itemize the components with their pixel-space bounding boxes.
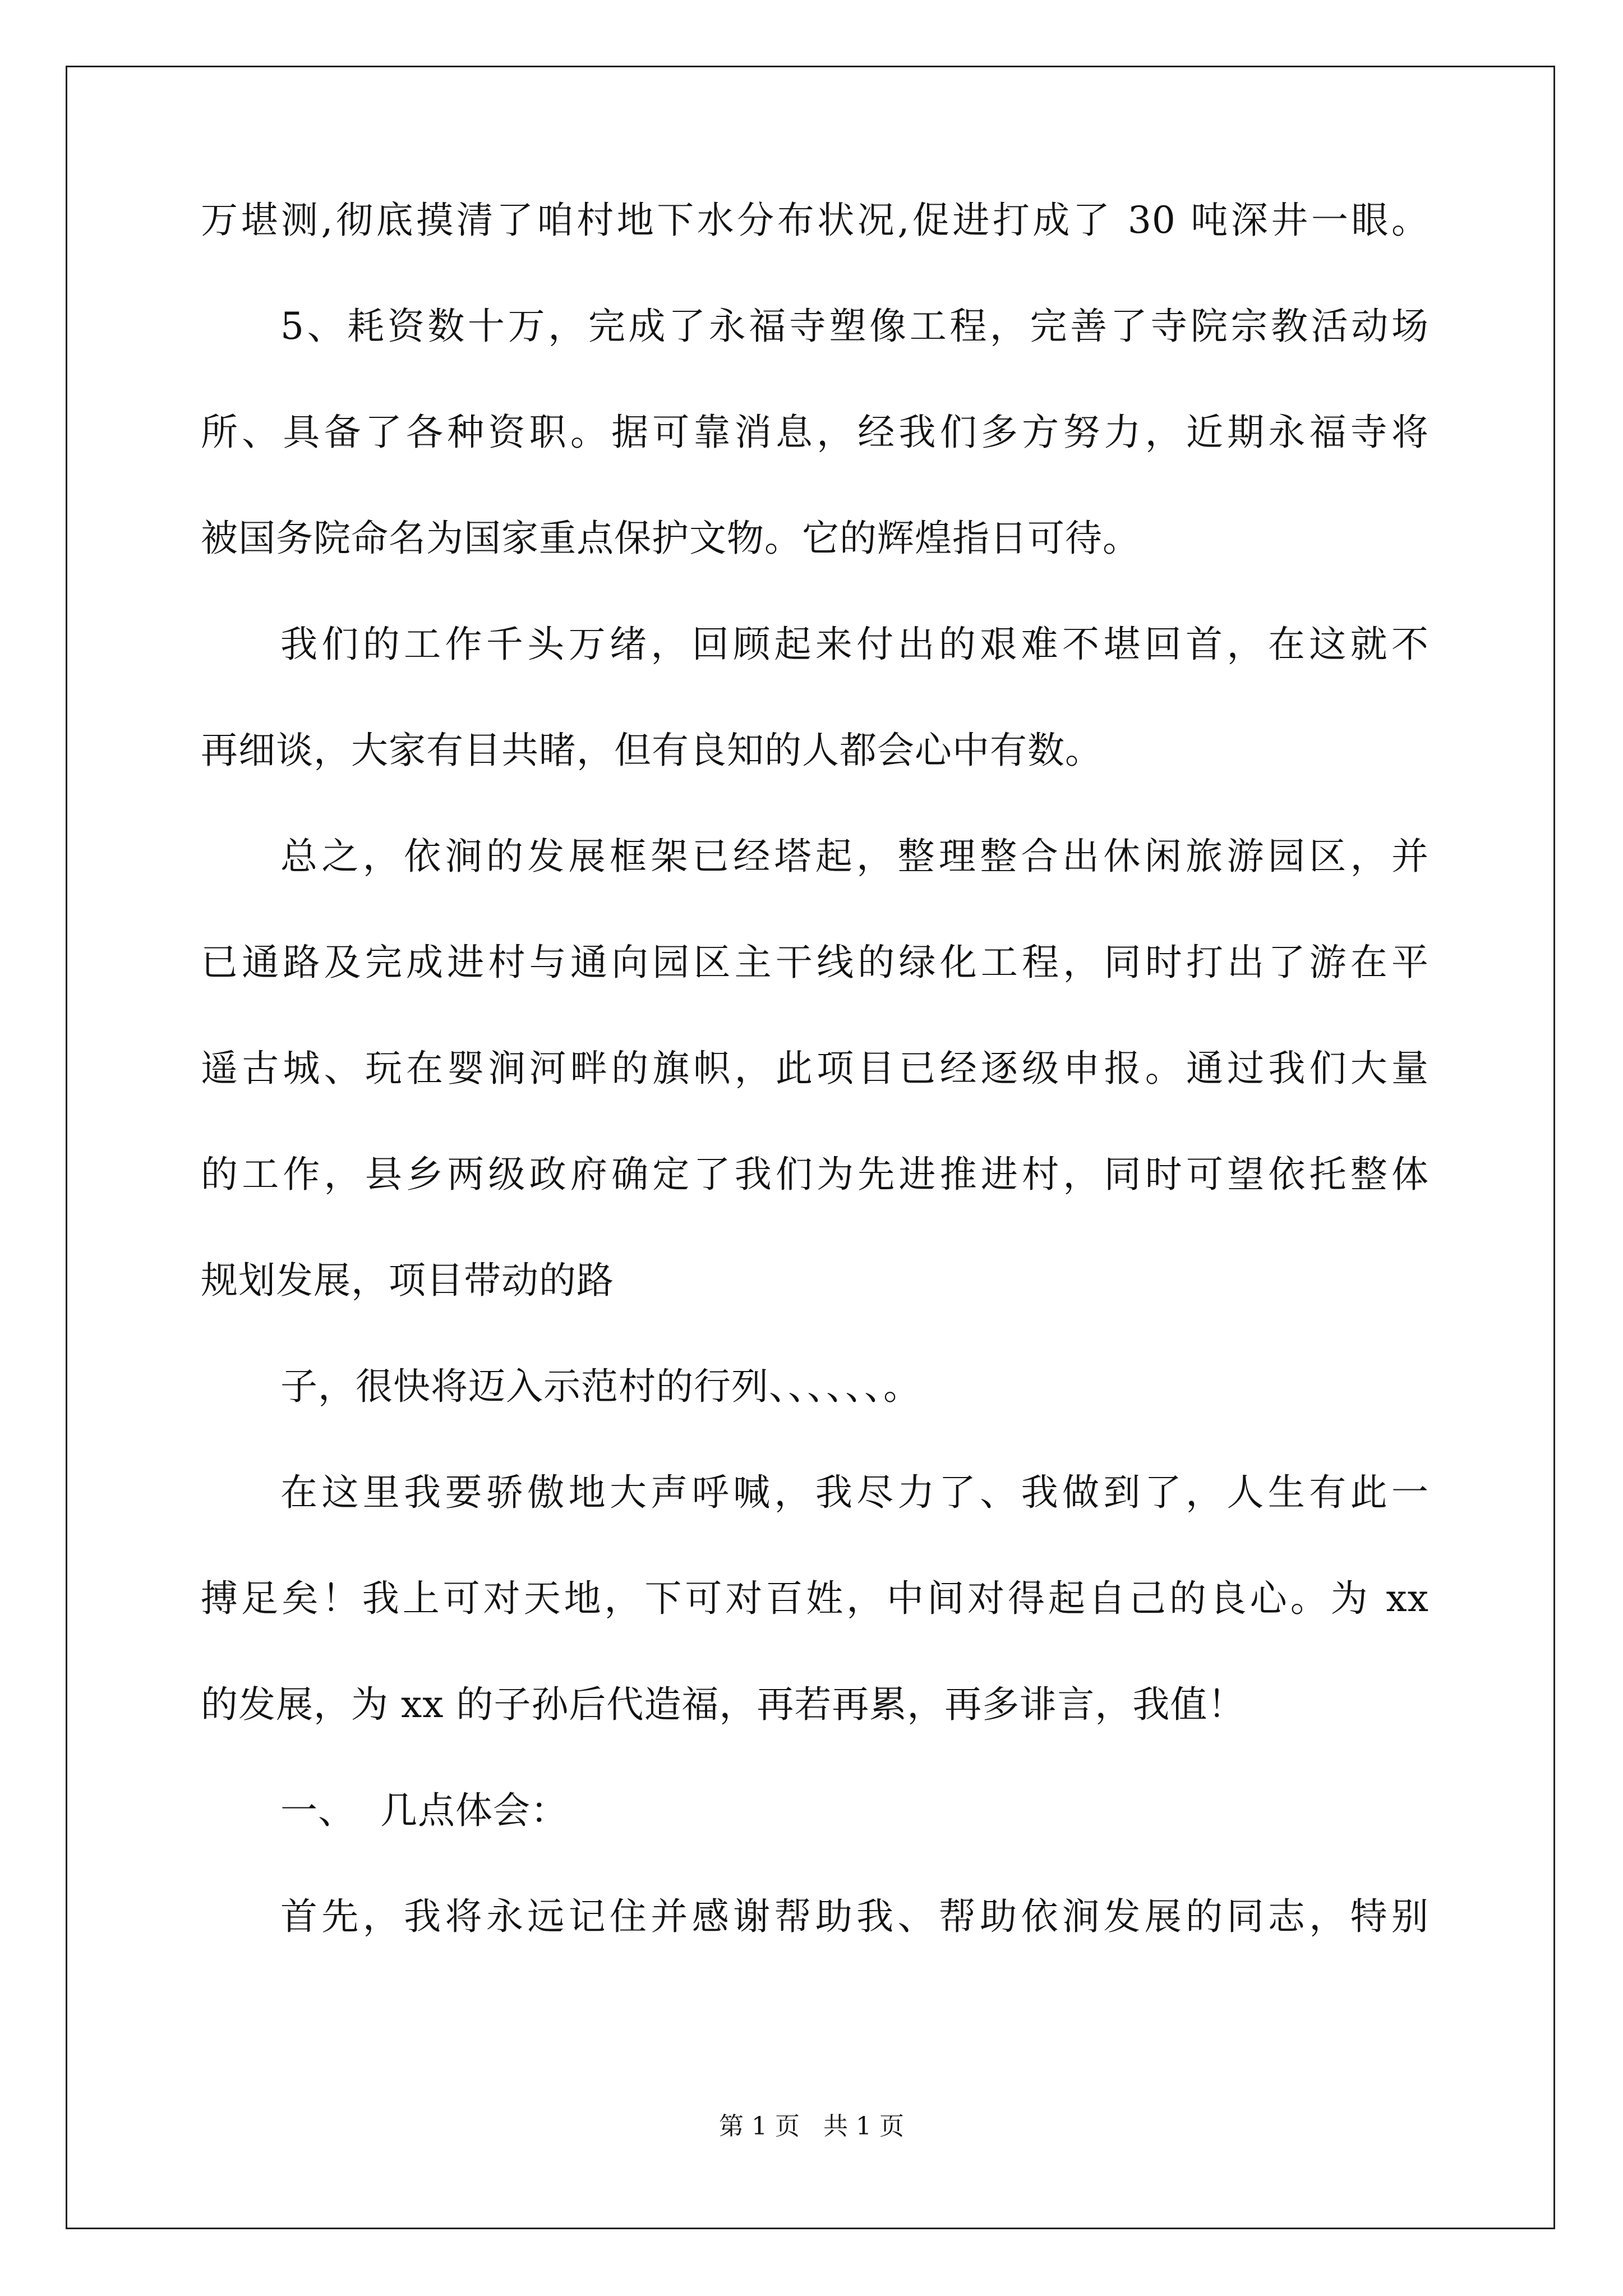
text-line: 子，很快将迈入示范村的行列、、、、、、。	[280, 1365, 921, 1408]
text-line: 被国务院命名为国家重点保护文物。它的辉煌指日可待。	[201, 517, 1140, 560]
text-line: 总之，依涧的发展框架已经塔起，整理整合出休闲旅游园区，并	[280, 835, 1429, 878]
text-line: 首先，我将永远记住并感谢帮助我、帮助依涧发展的同志，特别	[280, 1895, 1429, 1938]
text-line: 万堪测,彻底摸清了咱村地下水分布状况,促进打成了 30 吨深井一眼。	[201, 199, 1429, 242]
text-line: 搏足矣！我上可对天地，下可对百姓，中间对得起自己的良心。为 xx	[201, 1577, 1429, 1620]
text-line: 所、具备了各种资职。据可靠消息，经我们多方努力，近期永福寺将	[201, 411, 1429, 454]
section-heading: 一、 几点体会：	[280, 1789, 568, 1832]
text-line: 遥古城、玩在婴涧河畔的旗帜，此项目已经逐级申报。通过我们大量	[201, 1047, 1429, 1090]
text-line: 规划发展，项目带动的路	[201, 1259, 614, 1302]
page-number-footer: 第 1 页 共 1 页	[719, 2112, 904, 2141]
text-line: 的工作，县乡两级政府确定了我们为先进推进村，同时可望依托整体	[201, 1153, 1429, 1196]
text-line: 已通路及完成进村与通向园区主干线的绿化工程，同时打出了游在平	[201, 941, 1429, 984]
text-line: 我们的工作千头万绪，回顾起来付出的艰难不堪回首，在这就不	[280, 623, 1429, 666]
text-line: 5、耗资数十万，完成了永福寺塑像工程，完善了寺院宗教活动场	[280, 305, 1429, 348]
text-line: 再细谈，大家有目共睹，但有良知的人都会心中有数。	[201, 729, 1103, 772]
text-line: 在这里我要骄傲地大声呼喊，我尽力了、我做到了，人生有此一	[280, 1471, 1429, 1514]
text-line: 的发展，为 xx 的子孙后代造福，再若再累，再多诽言，我值！	[201, 1683, 1246, 1726]
